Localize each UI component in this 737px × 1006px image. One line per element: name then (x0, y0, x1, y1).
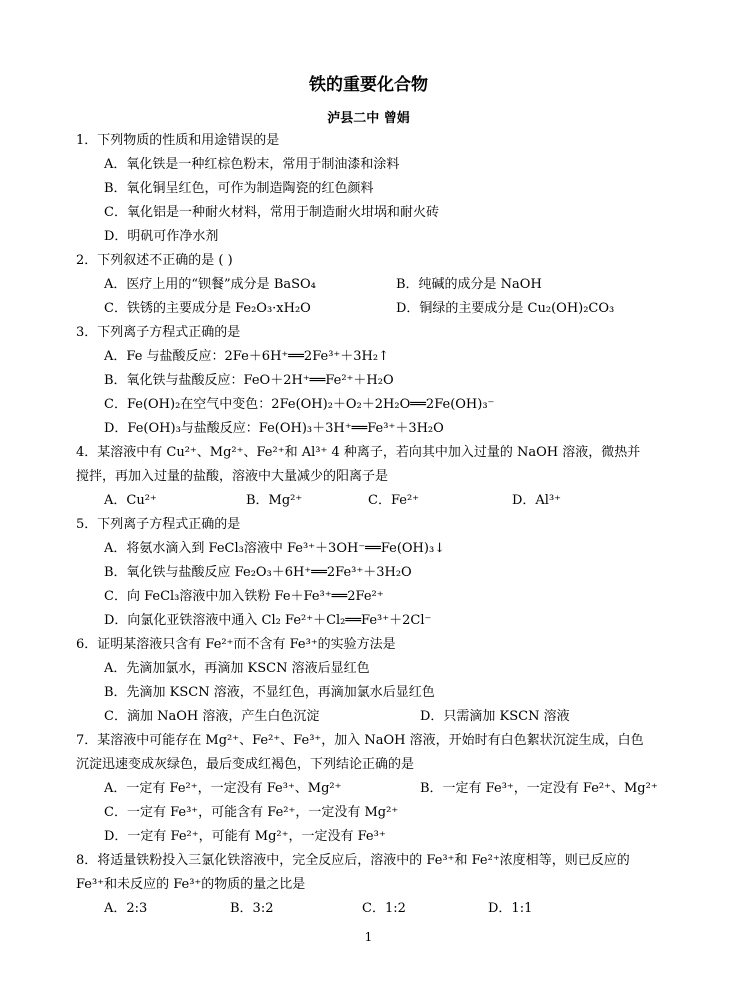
question-7-line-2: 沉淀迅速变成灰绿色，最后变成红褐色，下列结论正确的是 (76, 757, 415, 772)
option-3c: C．Fe(OH)₂在空气中变色：2Fe(OH)₂＋O₂＋2H₂O══2Fe(OH)₃⁻ (104, 397, 495, 412)
question-6: 6．证明某溶液只含有 Fe²⁺而不含有 Fe³⁺的实验方法是 (76, 637, 396, 652)
option-4a: A．Cu²⁺ (104, 493, 157, 508)
option-2b: B．纯碱的成分是 NaOH (396, 277, 542, 292)
page-number: 1 (364, 930, 373, 944)
question-4-line-2: 搅拌，再加入过量的盐酸，溶液中大量减少的阳离子是 (76, 469, 389, 484)
question-8-line-1: 8．将适量铁粉投入三氯化铁溶液中，完全反应后，溶液中的 Fe³⁺和 Fe²⁺浓度相等，则已反应的 (76, 853, 630, 868)
option-6b: B．先滴加 KSCN 溶液，不显红色，再滴加氯水后显红色 (104, 685, 435, 700)
option-8b: B．3:2 (230, 901, 274, 916)
option-5b: B．氧化铁与盐酸反应 Fe₂O₃＋6H⁺══2Fe³⁺＋3H₂O (104, 565, 412, 580)
question-3: 3．下列离子方程式正确的是 (76, 325, 241, 340)
option-1a: A．氧化铁是一种红棕色粉末，常用于制油漆和涂料 (104, 157, 400, 172)
option-4d: D．Al³⁺ (512, 493, 562, 508)
question-7-line-1: 7．某溶液中可能存在 Mg²⁺、Fe²⁺、Fe³⁺，加入 NaOH 溶液，开始时有白色絮状沉淀生成，白色 (76, 733, 644, 748)
option-2a: A．医疗上用的“钡餐”成分是 BaSO₄ (104, 277, 316, 292)
option-5c: C．向 FeCl₃溶液中加入铁粉 Fe＋Fe³⁺══2Fe²⁺ (104, 589, 384, 604)
option-2c: C．铁锈的主要成分是 Fe₂O₃·xH₂O (104, 301, 311, 316)
document-author: 泸县二中 曾娟 (327, 111, 410, 126)
option-1c: C．氧化铝是一种耐火材料，常用于制造耐火坩埚和耐火砖 (104, 205, 439, 220)
option-7c: C．一定有 Fe³⁺，可能含有 Fe²⁺，一定没有 Mg²⁺ (104, 805, 399, 820)
option-4c: C．Fe²⁺ (368, 493, 420, 508)
option-6c: C．滴加 NaOH 溶液，产生白色沉淀 (104, 709, 320, 724)
option-8d: D．1:1 (488, 901, 533, 916)
option-7b: B．一定有 Fe³⁺，一定没有 Fe²⁺、Mg²⁺ (420, 781, 658, 796)
option-5a: A．将氨水滴入到 FeCl₃溶液中 Fe³⁺＋3OH⁻══Fe(OH)₃↓ (104, 541, 446, 556)
option-3b: B．氧化铁与盐酸反应：FeO＋2H⁺══Fe²⁺＋H₂O (104, 373, 394, 388)
option-3a: A．Fe 与盐酸反应：2Fe＋6H⁺══2Fe³⁺＋3H₂↑ (104, 349, 389, 364)
option-4b: B．Mg²⁺ (246, 493, 303, 508)
option-2d: D．铜绿的主要成分是 Cu₂(OH)₂CO₃ (396, 301, 615, 316)
option-7d: D．一定有 Fe²⁺，可能有 Mg²⁺，一定没有 Fe³⁺ (104, 829, 386, 844)
question-2: 2．下列叙述不正确的是 ( ) (76, 253, 233, 268)
option-8c: C．1:2 (362, 901, 406, 916)
question-4-line-1: 4．某溶液中有 Cu²⁺、Mg²⁺、Fe²⁺和 Al³⁺ 4 种离子，若向其中加入过量的 NaOH 溶液，微热并 (76, 445, 641, 460)
question-1: 1．下列物质的性质和用途错误的是 (76, 133, 280, 148)
option-5d: D．向氯化亚铁溶液中通入 Cl₂ Fe²⁺＋Cl₂══Fe³⁺＋2Cl⁻ (104, 613, 432, 628)
option-1b: B．氧化铜呈红色，可作为制造陶瓷的红色颜料 (104, 181, 374, 196)
option-3d: D．Fe(OH)₃与盐酸反应：Fe(OH)₃＋3H⁺══Fe³⁺＋3H₂O (104, 421, 444, 436)
option-6a: A．先滴加氯水，再滴加 KSCN 溶液后显红色 (104, 661, 370, 676)
option-7a: A．一定有 Fe²⁺，一定没有 Fe³⁺、Mg²⁺ (104, 781, 342, 796)
question-8-line-2: Fe³⁺和未反应的 Fe³⁺的物质的量之比是 (76, 877, 306, 892)
option-8a: A．2:3 (104, 901, 148, 916)
option-1d: D．明矾可作净水剂 (104, 229, 219, 244)
question-5: 5．下列离子方程式正确的是 (76, 517, 241, 532)
option-6d: D．只需滴加 KSCN 溶液 (420, 709, 570, 724)
document-title: 铁的重要化合物 (309, 75, 428, 95)
